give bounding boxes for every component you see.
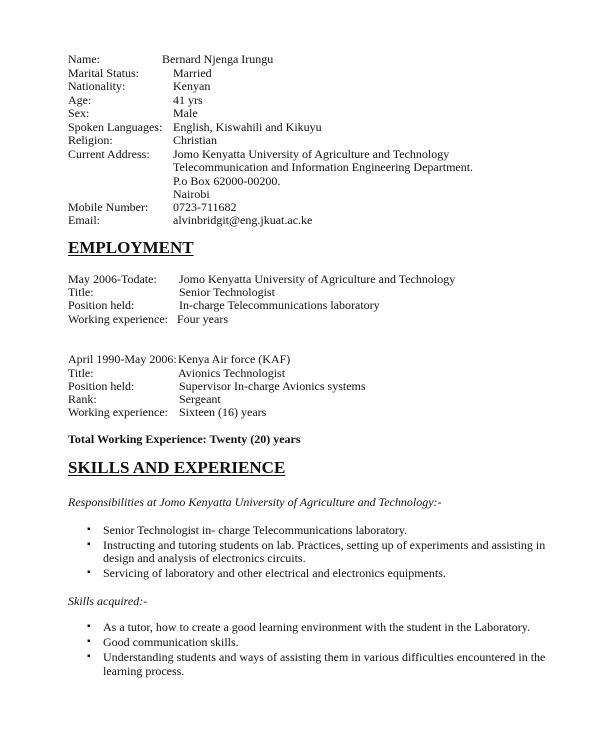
job2-label-title: Title: (68, 366, 94, 380)
job2-value-position: Supervisor In-charge Avionics systems (179, 379, 366, 393)
value-email: alvinbridgit@eng.jkuat.ac.ke (173, 213, 313, 227)
label-sex: Sex: (68, 106, 90, 120)
job1-label-dates: May 2006-Todate: (68, 272, 157, 286)
job2-value-employer: Kenya Air force (KAF) (178, 352, 291, 366)
responsibility-item-continued: design and analysis of electronics circuits. (103, 551, 306, 565)
value-spoken-languages: English, Kiswahili and Kikuyu (173, 120, 322, 134)
bullet-icon: ▪ (87, 621, 91, 632)
skills-heading: SKILLS AND EXPERIENCE (68, 458, 286, 477)
acquired-skill-item: Good communication skills. (103, 635, 239, 649)
label-marital-status: Marital Status: (68, 66, 139, 80)
bullet-icon: ▪ (87, 651, 91, 662)
value-nationality: Kenyan (173, 79, 211, 93)
label-current-address: Current Address: (68, 147, 150, 161)
label-spoken-languages: Spoken Languages: (68, 120, 163, 134)
label-email: Email: (68, 213, 100, 227)
value-address-line-1: Jomo Kenyatta University of Agriculture and Technology (173, 147, 450, 161)
acquired-skill-item: As a tutor, how to create a good learning environment with the student in the Laboratory. (103, 620, 530, 634)
total-working-experience: Total Working Experience: Twenty (20) years (68, 432, 301, 446)
bullet-icon: ▪ (87, 636, 91, 647)
job1-label-title: Title: (68, 285, 94, 299)
job1-label-experience: Working experience: (68, 312, 168, 326)
job2-label-dates: April 1990-May 2006: (68, 352, 177, 366)
bullet-icon: ▪ (87, 567, 91, 578)
label-name: Name: (68, 52, 100, 66)
acquired-skill-item-continued: learning process. (103, 664, 185, 678)
job2-label-experience: Working experience: (68, 405, 168, 419)
employment-heading: EMPLOYMENT (68, 238, 194, 257)
acquired-skill-item: Understanding students and ways of assisting them in various difficulties encountered in the (103, 650, 546, 664)
job2-label-position: Position held: (68, 379, 135, 393)
job1-value-experience: Four years (177, 312, 228, 326)
label-age: Age: (68, 93, 92, 107)
job2-value-title: Avionics Technologist (178, 366, 286, 380)
value-sex: Male (173, 106, 198, 120)
value-age: 41 yrs (173, 93, 203, 107)
responsibility-item: Servicing of laboratory and other electrical and electronics equipments. (103, 566, 446, 580)
skills-acquired-heading: Skills acquired:- (68, 594, 148, 608)
value-address-line-4: Nairobi (173, 187, 210, 201)
responsibility-item: Senior Technologist in- charge Telecommunications laboratory. (103, 523, 408, 537)
value-address-line-2: Telecommunication and Information Engineering Department. (173, 160, 474, 174)
value-marital-status: Married (173, 66, 212, 80)
responsibility-item: Instructing and tutoring students on lab. Practices, setting up of experiments and assisting in (103, 538, 546, 552)
label-mobile-number: Mobile Number: (68, 200, 149, 214)
value-address-line-3: P.o Box 62000-00200. (173, 174, 281, 188)
label-religion: Religion: (68, 133, 113, 147)
job2-value-experience: Sixteen (16) years (179, 405, 267, 419)
value-mobile-number: 0723-711682 (173, 200, 237, 214)
value-religion: Christian (173, 133, 217, 147)
job2-value-rank: Sergeant (179, 392, 221, 406)
job1-value-position: In-charge Telecommunications laboratory (179, 298, 380, 312)
bullet-icon: ▪ (87, 524, 91, 535)
job1-label-position: Position held: (68, 298, 135, 312)
responsibilities-heading: Responsibilities at Jomo Kenyatta University of Agriculture and Technology:- (68, 495, 442, 509)
job1-value-employer: Jomo Kenyatta University of Agriculture and Technology (179, 272, 456, 286)
job2-label-rank: Rank: (68, 392, 97, 406)
label-nationality: Nationality: (68, 79, 126, 93)
job1-value-title: Senior Technologist (179, 285, 275, 299)
value-name: Bernard Njenga Irungu (162, 52, 274, 66)
bullet-icon: ▪ (87, 539, 91, 550)
